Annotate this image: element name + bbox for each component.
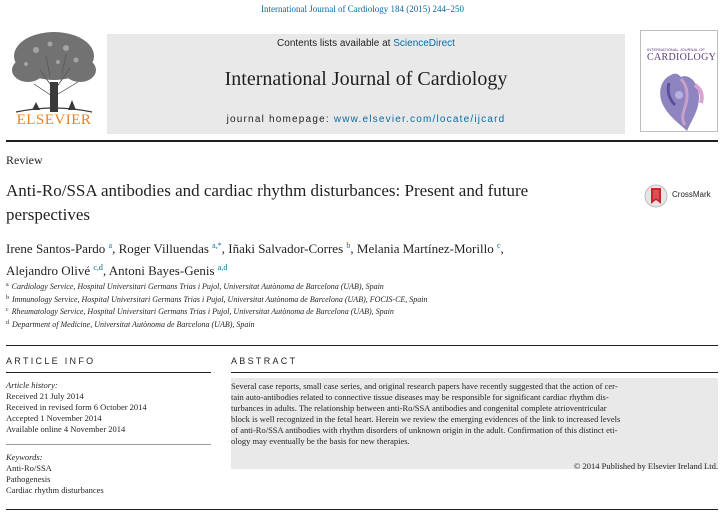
journal-homepage	[107, 114, 625, 125]
article-info-rule	[6, 372, 211, 373]
history-item: Received 21 July 2014	[6, 391, 84, 401]
history-item: Received in revised form 6 October 2014	[6, 402, 147, 412]
keywords-label: Keywords:	[6, 452, 43, 462]
cover-title: CARDIOLOGY	[647, 52, 717, 63]
affiliation: $^d$ Department of Medicine, Universitat Autònoma de Barcelona (UAB), Spain	[6, 319, 255, 329]
abstract-line: of anti-Ro/SSA antibodies with rhythm disorders of unknown origin in the adult. Confirmation of this distinct eti-	[231, 425, 618, 435]
header-rule	[6, 140, 718, 142]
section-rule	[6, 345, 718, 346]
abstract-rule	[231, 372, 718, 373]
cover-subtitle: INTERNATIONAL JOURNAL OF	[647, 47, 705, 52]
keywords	[6, 452, 211, 496]
affiliation: $^b$ Immunology Service, Hospital Universitari Germans Trias i Pujol, Universitat Autònoma de Barcelona (UAB), FOCIS-CE, Spain	[6, 294, 428, 304]
keywords-rule	[6, 444, 211, 445]
article-info-heading: ARTICLE INFO	[6, 356, 96, 366]
keyword: Anti-Ro/SSA	[6, 463, 52, 473]
article-title: Anti-Ro/SSA antibodies and cardiac rhythm disturbances: Present and future perspectives	[6, 181, 529, 224]
copyright-notice: © 2014 Published by Elsevier Ireland Ltd.	[573, 461, 718, 471]
author-affiliation-marker[interactable]: a	[108, 241, 113, 250]
journal-cover[interactable]	[640, 30, 718, 132]
journal-citation[interactable]: International Journal of Cardiology 184 (2015) 244–250	[261, 4, 464, 14]
author[interactable]: Iñaki Salvador-Corres $^b$	[228, 241, 351, 256]
crossmark-badge[interactable]	[644, 183, 724, 209]
author[interactable]: Alejandro Olivé $^{c,d}$	[6, 263, 103, 278]
history-item: Accepted 1 November 2014	[6, 413, 102, 423]
author[interactable]: Irene Santos-Pardo $^a$	[6, 241, 113, 256]
article-type: Review	[6, 153, 43, 167]
author-affiliation-marker[interactable]: c,d	[93, 263, 103, 272]
author[interactable]: Antoni Bayes-Genis $^{a,d}$	[108, 263, 228, 278]
history-item: Available online 4 November 2014	[6, 424, 126, 434]
abstract-body	[231, 381, 718, 447]
author[interactable]: Melania Martínez-Morillo $^c$	[356, 241, 501, 256]
homepage-prefix: journal homepage:	[226, 114, 330, 125]
author-affiliation-marker[interactable]: a,d	[217, 263, 228, 272]
affiliation: $^a$ Cardiology Service, Hospital Universitari Germans Trias i Pujol, Universitat Autònoma de Barcelona (UAB), Spain	[6, 282, 384, 291]
article-history	[6, 380, 211, 435]
homepage-link[interactable]: www.elsevier.com/locate/ijcard	[333, 114, 506, 125]
affiliation-list	[6, 280, 626, 330]
author-affiliation-marker[interactable]: b	[346, 241, 351, 250]
abstract-line: Several case reports, small case series, and original research papers have recently suggested that the action of cer-	[231, 381, 618, 391]
abstract-line: turbances in adults. The relationship between anti-Ro/SSA antibodies and congenital complete atrioventricular	[231, 403, 607, 413]
affiliation: $^c$ Rheumatology Service, Hospital Universitari Germans Trias i Pujol, Universitat Autònoma de Barcelona (UAB), Spain	[6, 307, 394, 316]
keyword: Pathogenesis	[6, 474, 51, 484]
author-affiliation-marker[interactable]: c	[496, 241, 501, 250]
author-list: Irene Santos-Pardo $^a$, Roger Villuendas $^{a,*}$, Iñaki Salvador-Corres $^b$, Melania Martínez-Morillo $^c$, Alejandro Olivé $^{c,d}$, Antoni Bayes-Genis $^{a,d}$	[6, 241, 504, 278]
keyword: Cardiac rhythm disturbances	[6, 485, 104, 495]
crossmark-icon	[644, 183, 668, 209]
elsevier-wordmark: ELSEVIER	[16, 112, 92, 128]
abstract-line: tain auto-antibodies related to connective tissue diseases may be responsible for significant cardiac rhythm dis-	[231, 392, 609, 402]
abstract-line: ology may eventually be the basis for new therapies.	[231, 436, 410, 446]
abstract-heading: ABSTRACT	[231, 356, 298, 366]
cover-heart-illustration	[641, 65, 718, 132]
abstract-line: block is well recognized in the fetal heart. Herein we review the emerging evidences of the link to increased levels	[231, 414, 621, 424]
history-label: Article history:	[6, 380, 58, 390]
crossmark-label: CrossMark	[672, 190, 711, 199]
journal-masthead	[107, 34, 625, 134]
author[interactable]: Roger Villuendas $^{a,*}$	[118, 241, 222, 256]
author-affiliation-marker[interactable]: a,*	[212, 241, 222, 250]
contents-availability	[107, 38, 625, 49]
journal-name: International Journal of Cardiology	[224, 68, 508, 90]
footer-rule	[6, 509, 718, 510]
contents-prefix: Contents lists available at	[277, 38, 391, 49]
sciencedirect-link[interactable]: ScienceDirect	[393, 38, 455, 49]
